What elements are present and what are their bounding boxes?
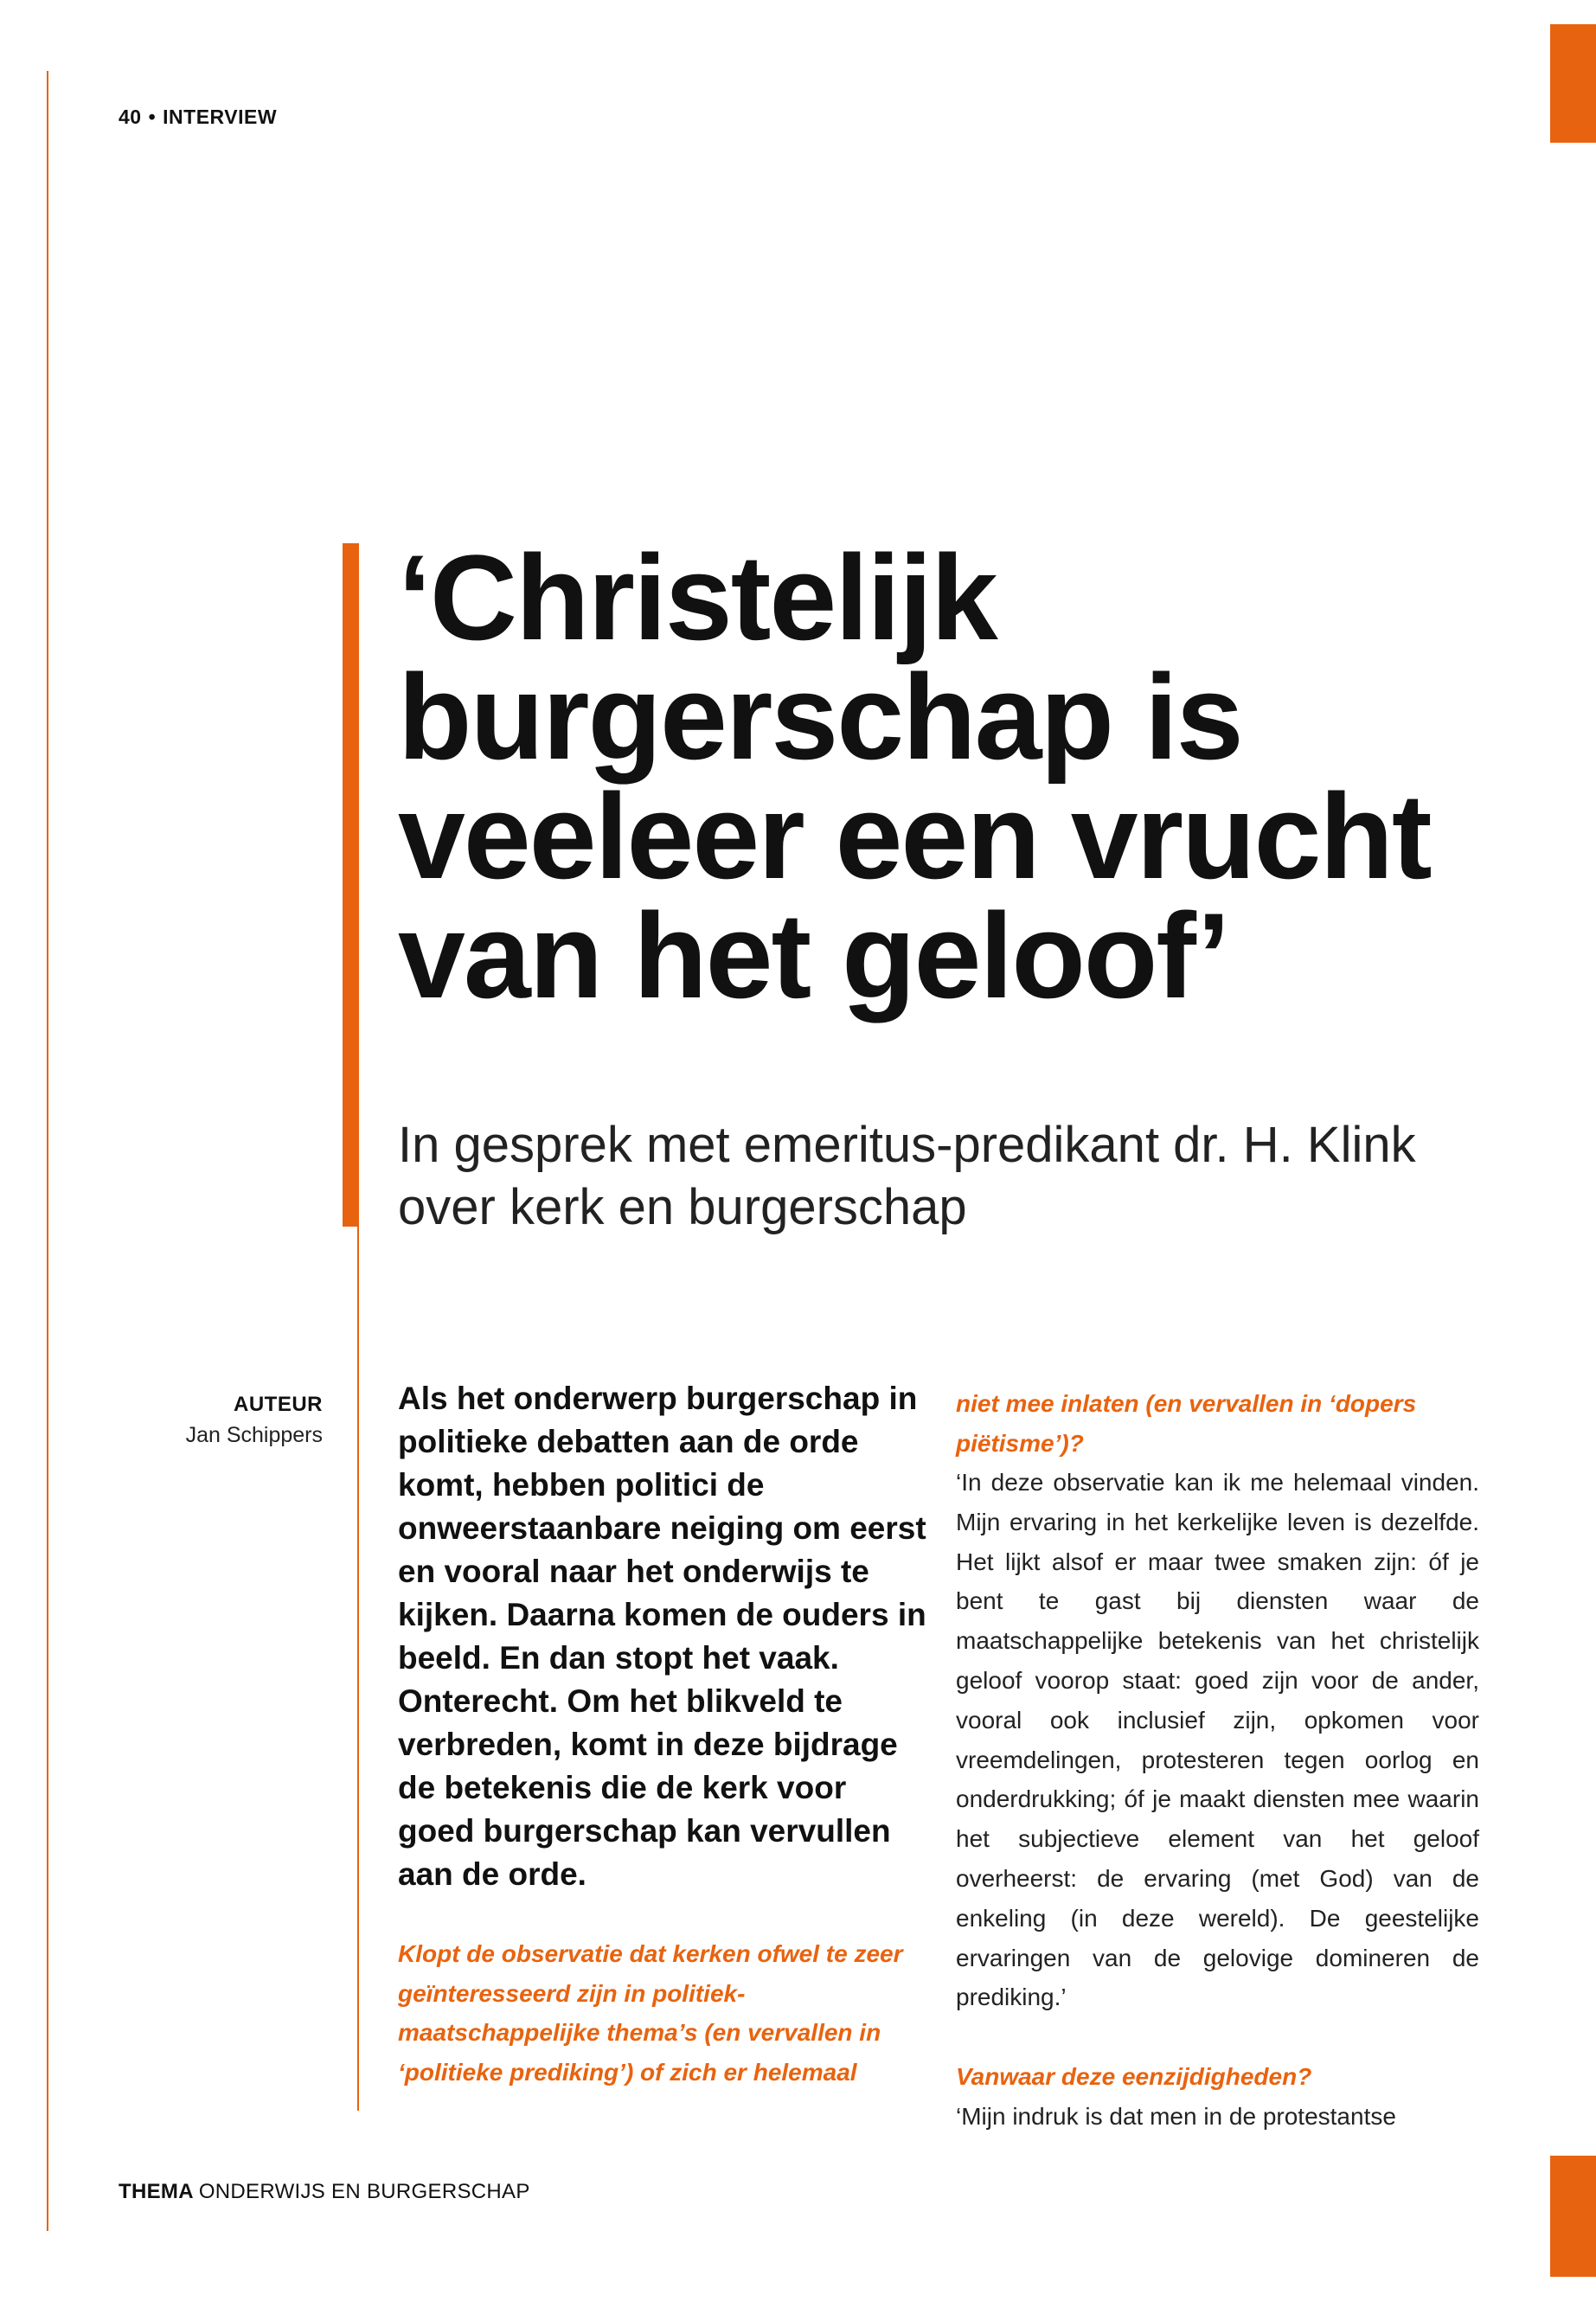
interview-question-2: Vanwaar deze eenzijdigheden? bbox=[956, 2063, 1312, 2091]
footer-theme-label: THEMA bbox=[119, 2180, 194, 2203]
lead-paragraph: Als het onderwerp burgerschap in politieke debatten aan de orde komt, hebben politici de onweerstaanbare neiging om eerst en vooral naar het onderwijs te kijken. Daarna komen de ouders in beeld. En dan stopt het vaak. Onterecht. Om het blikveld te verbreden, komt in deze bijdrage de betekenis die de kerk voor goed burgerschap kan vervullen aan de orde. bbox=[398, 1381, 926, 1892]
header-separator: • bbox=[148, 106, 157, 128]
edge-tab-top bbox=[1550, 24, 1596, 143]
column-1 bbox=[398, 1377, 930, 2092]
page-footer bbox=[119, 2180, 530, 2204]
author-label: AUTEUR bbox=[234, 1393, 323, 1416]
interview-answer-1: ‘In deze observatie kan ik me helemaal vinden. Mijn ervaring in het kerkelijke leven is dezelfde. Het lijkt alsof er maar twee smaken zijn: óf je bent te gast bij diensten waar de maatschappelijke betekenis van het christelijk geloof voorop staat: goed zijn voor de ander, vooral ook inclusief zijn, opkomen voor vreemdelingen, protesteren tegen oorlog en onderdrukking; óf je maakt diensten mee waarin het subjectieve element van het geloof overheerst: de ervaring (met God) van de enkeling (in deze wereld). De geestelijke ervaringen van de gelovige domineren de prediking.’ bbox=[956, 1469, 1479, 2011]
edge-tab-bottom bbox=[1550, 2156, 1596, 2277]
subtitle: In gesprek met emeritus-predikant dr. H. Klink over kerk en burgerschap bbox=[398, 1117, 1416, 1235]
margin-rule-middle bbox=[357, 543, 359, 2111]
section-label: INTERVIEW bbox=[163, 106, 278, 128]
margin-rule-left bbox=[47, 71, 48, 2231]
interview-answer-2: ‘Mijn indruk is dat men in de protestantse bbox=[956, 2102, 1396, 2130]
headline: ‘Christelijk burgerschap is veeleer een vrucht van het geloof’ bbox=[398, 529, 1431, 1023]
column-2 bbox=[956, 1384, 1479, 2136]
headline-accent-bar bbox=[343, 543, 357, 1227]
footer-theme: ONDERWIJS EN BURGERSCHAP bbox=[198, 2180, 530, 2203]
page-number: 40 bbox=[119, 106, 142, 128]
author-name: Jan Schippers bbox=[185, 1423, 323, 1447]
interview-question-1: Klopt de observatie dat kerken ofwel te zeer geïnteresseerd zijn in politiek-maatschappelijke thema’s (en vervallen in ‘politieke prediking’) of zich er helemaal bbox=[398, 1940, 903, 2086]
page-header bbox=[119, 106, 277, 129]
interview-question-1-continued: niet mee inlaten (en vervallen in ‘dopers piëtisme’)? bbox=[956, 1390, 1417, 1457]
